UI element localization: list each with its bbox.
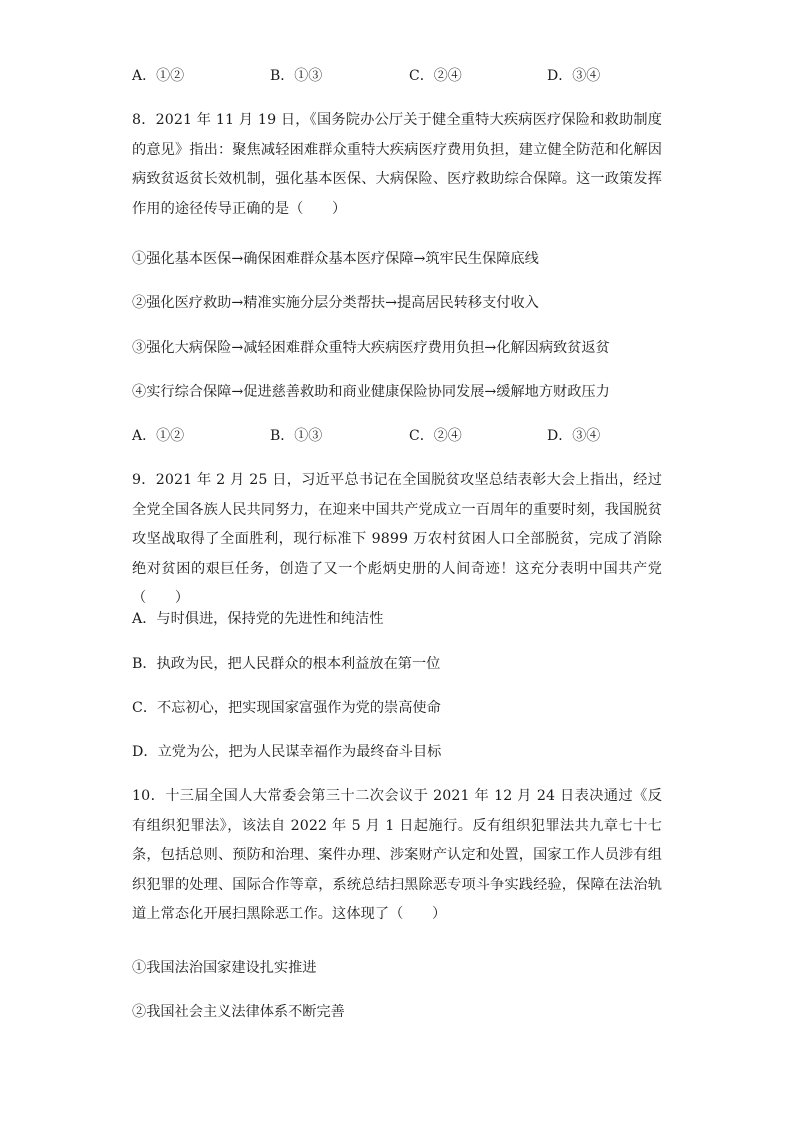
q8-item-3: ③强化大病保险→减轻困难群众重特大疾病医疗费用负担→化解因病致贫返贫 (132, 340, 610, 356)
q7-options (132, 65, 692, 87)
q8-option-a[interactable]: A．①② (132, 428, 185, 444)
q8-stem: 8．2021 年 11 月 19 日，《国务院办公厅关于健全重特大疾病医疗保险和救助制度的意见》指出：聚焦减轻困难群众重特大疾病医疗费用负担，建立健全防范和化解因病致贫返贫长效机制，强化基本医保、大病保险、医疗救助综合保障。这一政策发挥作用的途径传导正确的是（ ） (132, 112, 662, 217)
q8-option-d[interactable]: D．③④ (547, 428, 601, 444)
q7-option-a[interactable]: A．①② (132, 68, 185, 84)
q7-option-b[interactable]: B．①③ (270, 68, 323, 84)
q9-choice-c[interactable]: C．不忘初心，把实现国家富强作为党的崇高使命 (132, 700, 441, 716)
q8-item-2: ②强化医疗救助→精准实施分层分类帮扶→提高居民转移支付收入 (132, 295, 539, 311)
q10-item-1: ①我国法治国家建设扎实推进 (132, 960, 317, 976)
q10-stem: 10．十三届全国人大常委会第三十二次会议于 2021 年 12 月 24 日表决通过《反有组织犯罪法》，该法自 2022 年 5 月 1 日起施行。反有组织犯罪法共九章七十七条，包括总则、预防和治理、案件办理、涉案财产认定和处置，国家工作人员涉有组织犯罪的处理、国际合作等章，系统总结扫黑除恶专项斗争实践经验，保障在法治轨道上常态化开展扫黑除恶工作。这体现了（ ） (132, 788, 662, 922)
q10-item-2: ②我国社会主义法律体系不断完善 (132, 1004, 345, 1020)
q7-option-d[interactable]: D．③④ (547, 68, 601, 84)
q9-stem: 9．2021 年 2 月 25 日，习近平总书记在全国脱贫攻坚总结表彰大会上指出，经过全党全国各族人民共同努力，在迎来中国共产党成立一百周年的重要时刻，我国脱贫攻坚战取得了全面胜利，现行标准下 9899 万农村贫困人口全部脱贫，完成了消除绝对贫困的艰巨任务，创造了又一个彪炳史册的人间奇迹！这充分表明中国共产党（ ） (132, 472, 662, 606)
q8-item-4: ④实行综合保障→促进慈善救助和商业健康保险协同发展→缓解地方财政压力 (132, 384, 610, 400)
q8-options (132, 425, 692, 447)
q7-option-c[interactable]: C．②④ (409, 68, 462, 84)
q8-option-b[interactable]: B．①③ (270, 428, 323, 444)
q8-item-1: ①强化基本医保→确保困难群众基本医疗保障→筑牢民生保障底线 (132, 251, 539, 267)
q9-choice-d[interactable]: D．立党为公，把为人民谋幸福作为最终奋斗目标 (132, 744, 442, 760)
q8-option-c[interactable]: C．②④ (409, 428, 462, 444)
q9-choice-b[interactable]: B．执政为民，把人民群众的根本利益放在第一位 (132, 656, 441, 672)
q9-choice-a[interactable]: A．与时俱进，保持党的先进性和纯洁性 (132, 611, 384, 627)
